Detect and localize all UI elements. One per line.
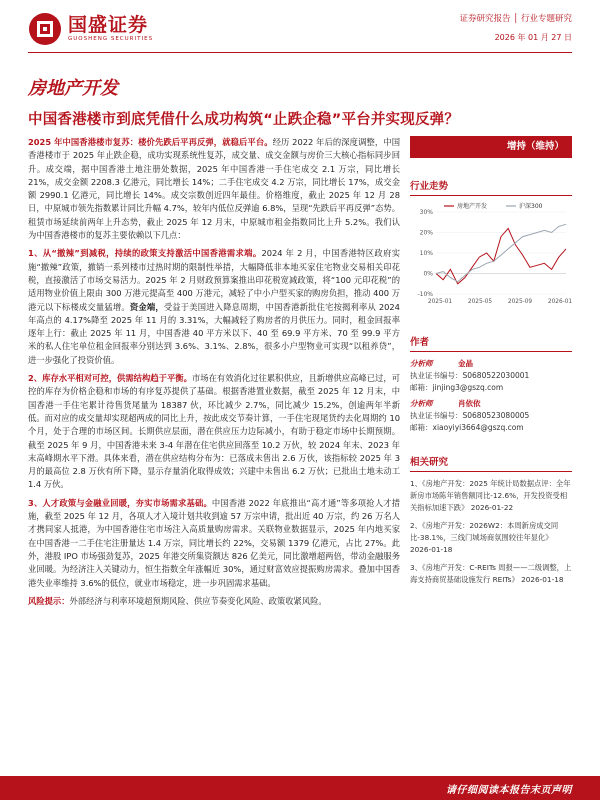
- summary-body: [28, 136, 400, 608]
- funding-text: 受益于美国进入降息周期，中国香港新批住宅按揭利率从 2024 年高点的 4.17%降至 2025 年 11 月的 3.31%，大幅减轻了购房者的月供压力。同时，租金回报率逐年上行：截止 2025 年 11 月，中国香港 40 平方米以下、40 至 69.9 平方米、70 至 99.9 平方米的私人住宅单位租金回报率分别达到 3.6%、3.1%、2.8%，很多小户型物业可实现“以租养贷”，进一步强化了投资价值。: [28, 301, 400, 365]
- report-type: 证券研究报告 │ 行业专题研究: [459, 14, 572, 24]
- paragraph-inventory: [28, 372, 400, 492]
- paragraph-risk: [28, 595, 400, 608]
- paragraph-talent: [28, 497, 400, 590]
- sidebar: [410, 136, 572, 592]
- paragraph-policy: [28, 247, 400, 367]
- y-tick-label: 10%: [419, 250, 433, 257]
- company-logo: [28, 12, 153, 46]
- related-item[interactable]: 3、《房地产开发：C-REITs 周报——二级调整，上海支持商贸基础设施发行 REITs》 2026-01-18: [410, 563, 572, 584]
- talent-lead: 3、人才政策与金融业回暖，夯实市场需求基础。: [28, 497, 212, 508]
- overview-lead: 2025 年中国香港楼市复苏：楼价先跌后平再反弹，就稳后平台。: [28, 137, 273, 147]
- risk-lead: 风险提示：: [28, 595, 70, 606]
- risk-text: 外部经济与利率环境超预期风险、供应节奏变化风险、政策收紧风险。: [69, 595, 327, 606]
- page-footer: [0, 776, 600, 800]
- report-title: 中国香港楼市到底凭借什么成功构筑“止跌企稳”平台并实现反弹？: [28, 112, 460, 128]
- legend-label: 房地产开发: [457, 203, 488, 210]
- page-header: [0, 0, 600, 55]
- analyst-email[interactable]: 邮箱：xiaoyiyi3664@gszq.com: [410, 423, 524, 432]
- industry-trend-chart: [410, 200, 572, 310]
- series-line-real-estate: [436, 228, 566, 283]
- logo-cn-text: 国盛证券: [68, 14, 149, 36]
- analyst-email[interactable]: 邮箱：jinjing3@gszq.com: [410, 383, 504, 392]
- related-list: [410, 478, 572, 586]
- logo-emblem-icon: [28, 12, 62, 46]
- legend-label: 沪深300: [519, 203, 543, 210]
- analyst-role: 分析师: [410, 359, 433, 368]
- analyst-name: 金晶: [458, 359, 473, 368]
- x-tick-label: 2025-09: [507, 299, 533, 305]
- related-item[interactable]: 2、《房地产开发：2026W2：本周新房成交同比-38.1%，三线门城场商氛围较往年显化》 2026-01-18: [410, 521, 559, 554]
- analyst-name: 肖依依: [458, 399, 481, 408]
- trend-heading: 行业走势: [410, 178, 572, 196]
- industry-name: 房地产开发: [28, 78, 118, 99]
- logo-en-text: GUOSHENG SECURITIES: [68, 36, 154, 42]
- analyst-list: [410, 358, 572, 434]
- analyst-heading: 作者: [410, 334, 572, 352]
- related-heading: 相关研究: [410, 454, 572, 472]
- analyst-cert: 执业证书编号：S0680523080005: [410, 411, 530, 420]
- footer-disclaimer: 请仔细阅读本报告末页声明: [446, 785, 572, 796]
- related-item[interactable]: 1、《房地产开发：2025 年统计局数据点评：全年新房市场陈年销售额同比-12.6%，开发投资受相关指标加速下跌》 2026-01-22: [410, 479, 571, 512]
- policy-text: 2024 年 2 月，中国香港特区政府实施“撤辣”政策，撤销一系列楼市过热时期的限制性举措，大幅降低非本地买家住宅物业交易相关印花税，直接激活了市场交易活力。2025 年 2 月财政预算案推出印花税宽减政策，将“100 元印花税”的适用物业价值上限由 300 万港元提高至 400 万港元，减轻了中小户型买家的购房负担，推动 400 万港元以下标楼成交量猛增。: [28, 248, 400, 312]
- y-tick-label: 20%: [419, 229, 433, 237]
- rating-badge: 增持（维持）: [410, 136, 572, 158]
- report-date: 2026 年 01 月 27 日: [494, 33, 572, 42]
- funding-lead: 资金端，: [129, 301, 164, 312]
- talent-text: 中国香港 2022 年底推出“高才通”等多项抢人才措施，截至 2025 年 12 月，各项人才入境计划共收到逾 57 万宗申请，批出近 40 万宗，约 26 万名人才携同家人抵港，为中国香港住宅市场注入高质量购房需求。关联物业数据显示，2025 年内地买家在中国香港一二手住宅注册量达 1.4 万宗，同比增长约 22%，交易额 1379 亿港元，占比 27%。此外，港股 IPO 市场强劲复苏，2025 年港交所集资额达 826 亿美元，同比激增超两倍，带动金融服务业回暖。为经济注入关键动力，恒生指数全年涨幅近 30%，通过财富效应提振购房需求。叠加中国香港失业率维持 3.6%的低位，就业市场稳定，进一步巩固需求基础。: [28, 497, 400, 588]
- inventory-lead: 2、库存水平相对可控，供需结构趋于平衡。: [28, 373, 192, 384]
- overview-text: 经历 2022 年后的深度调整，中国香港楼市于 2025 年止跌企稳，成功实现系统性复苏，成交量、成交金额与房价三大核心指标同步回升。成交端，据中国香港土地注册处数据，2025 年中国香港一手住宅成交 2.1 万宗，同比增长 21%，成交金额 2208.3 亿港元，同比增长 14%；二手住宅成交 4.2 万宗，同比增长 17%，成交金额 2990.1 亿港元，同比增长 14%。成交宗数创近四年最佳。价格维度，截止 2025 年 12 月 28 日，中原城市领先指数累计同比升幅 4.7%，较年内低位反弹逾 6.8%，呈现“先跌后平再反弹”态势。租赁市场延续前两年上升态势，截止 2025 年 12 月末，中原城市租金指数同比上升 5.2%。我们认为中国香港楼市的复苏主要依赖以下几点：: [28, 137, 400, 241]
- analyst-role: 分析师: [410, 399, 433, 408]
- x-tick-label: 2026-01: [547, 299, 572, 305]
- y-tick-label: -10%: [417, 291, 433, 298]
- x-tick-label: 2025-05: [467, 299, 493, 305]
- header-divider: [28, 52, 572, 53]
- policy-lead: 1、从“撤辣”到减税，持续的政策支持激活中国香港需求端。: [28, 248, 262, 259]
- analyst-cert: 执业证书编号：S0680522030001: [410, 371, 530, 380]
- y-tick-label: 0%: [423, 270, 433, 278]
- paragraph-overview: [28, 136, 400, 242]
- x-tick-label: 2025-01: [427, 299, 453, 305]
- y-tick-label: 30%: [419, 209, 433, 216]
- inventory-text: 市场在有效消化过往累积供应，且新增供应高峰已过，可控的库存为价格企稳和市场的有序复苏提供了基础。根据香港置业数据，截至 2025 年 12 月末，中国香港一手住宅累计待售货尾量为 18387 伙，环比减少 2.7%，同比减少 15.2%，创逾两年半新低。而对应的成交量却实现超两成的同比上升，按此成交节奏计算，一手住宅现尾货约去化周期约 10 个月，处于合理的市场区间。长期供应层面，潜在供应压力边际减小，有助于稳定市场中长期预期。截至 2025 年 9 月，中国香港未来 3-4 年潜在住宅供应回落至 10.2 万伙，较 2024 年末、2023 年末高峰期水平下滑。具体来看，潜在供应结构分布为：已落成未售出 2.6 万伙，该指标较 2025 年 3 月的最高位 2.8 万伙有所下降，显示存量消化取得成效；兴建中未售出 6.2 万伙；已批出土地未动工 1.4 万伙。: [28, 373, 400, 490]
